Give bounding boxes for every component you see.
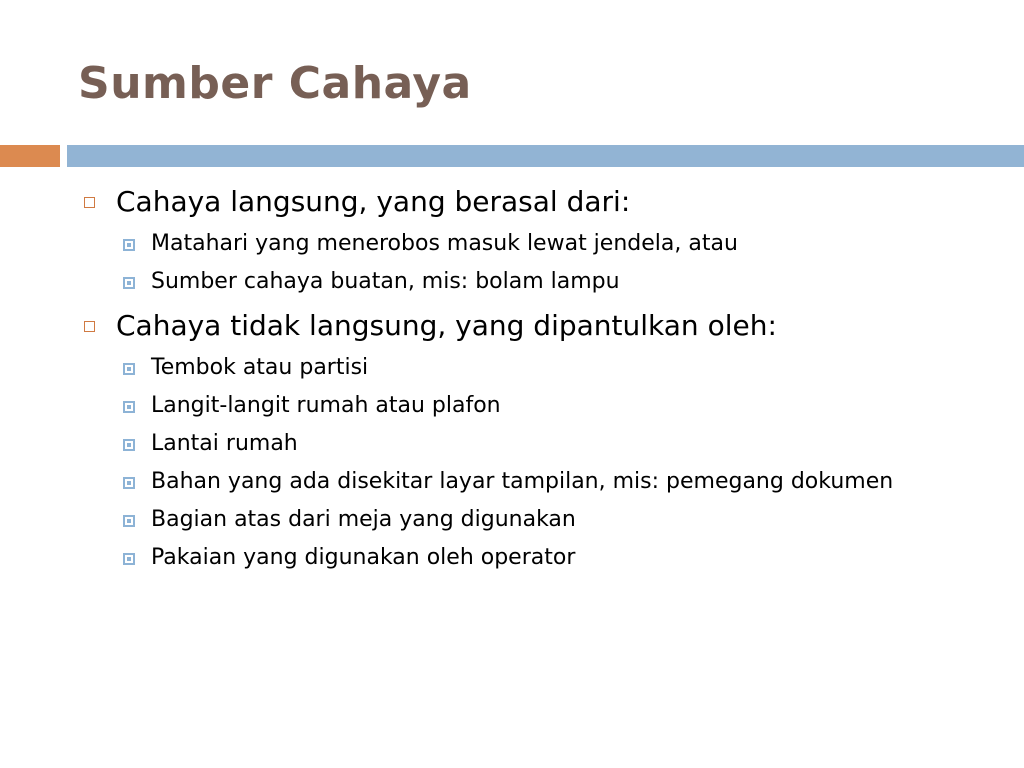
filled-square-bullet-icon — [123, 363, 135, 375]
bullet-text: Bahan yang ada disekitar layar tampilan, mis: pemegang dokumen — [151, 469, 894, 494]
bullet-item-level2 — [80, 228, 980, 260]
bullet-text: Langit-langit rumah atau plafon — [151, 393, 501, 418]
bullet-text: Sumber cahaya buatan, mis: bolam lampu — [151, 269, 620, 294]
bullet-group-direct — [80, 180, 980, 298]
bullet-text: Tembok atau partisi — [151, 355, 369, 380]
slide-title: Sumber Cahaya — [78, 58, 472, 109]
bullet-item-level2 — [80, 466, 980, 498]
bullet-item-level2 — [80, 352, 980, 384]
filled-square-bullet-icon — [123, 239, 135, 251]
bullet-item-level2 — [80, 504, 980, 536]
bullet-item-level1 — [80, 180, 980, 224]
accent-bar-right — [67, 145, 1024, 167]
filled-square-bullet-icon — [123, 277, 135, 289]
bullet-text: Matahari yang menerobos masuk lewat jendela, atau — [151, 231, 738, 256]
filled-square-bullet-icon — [123, 553, 135, 565]
bullet-item-level2 — [80, 390, 980, 422]
filled-square-bullet-icon — [123, 477, 135, 489]
accent-bar-left — [0, 145, 60, 167]
bullet-text: Lantai rumah — [151, 431, 298, 456]
filled-square-bullet-icon — [123, 401, 135, 413]
bullet-text: Cahaya langsung, yang berasal dari: — [116, 185, 631, 218]
bullet-text: Bagian atas dari meja yang digunakan — [151, 507, 576, 532]
bullet-item-level2 — [80, 542, 980, 574]
square-bullet-icon — [84, 197, 95, 208]
square-bullet-icon — [84, 321, 95, 332]
filled-square-bullet-icon — [123, 515, 135, 527]
bullet-group-indirect — [80, 304, 980, 574]
bullet-list — [80, 180, 980, 580]
bullet-item-level1 — [80, 304, 980, 348]
bullet-text: Pakaian yang digunakan oleh operator — [151, 545, 576, 570]
bullet-item-level2 — [80, 428, 980, 460]
bullet-item-level2 — [80, 266, 980, 298]
bullet-text: Cahaya tidak langsung, yang dipantulkan oleh: — [116, 309, 777, 342]
filled-square-bullet-icon — [123, 439, 135, 451]
